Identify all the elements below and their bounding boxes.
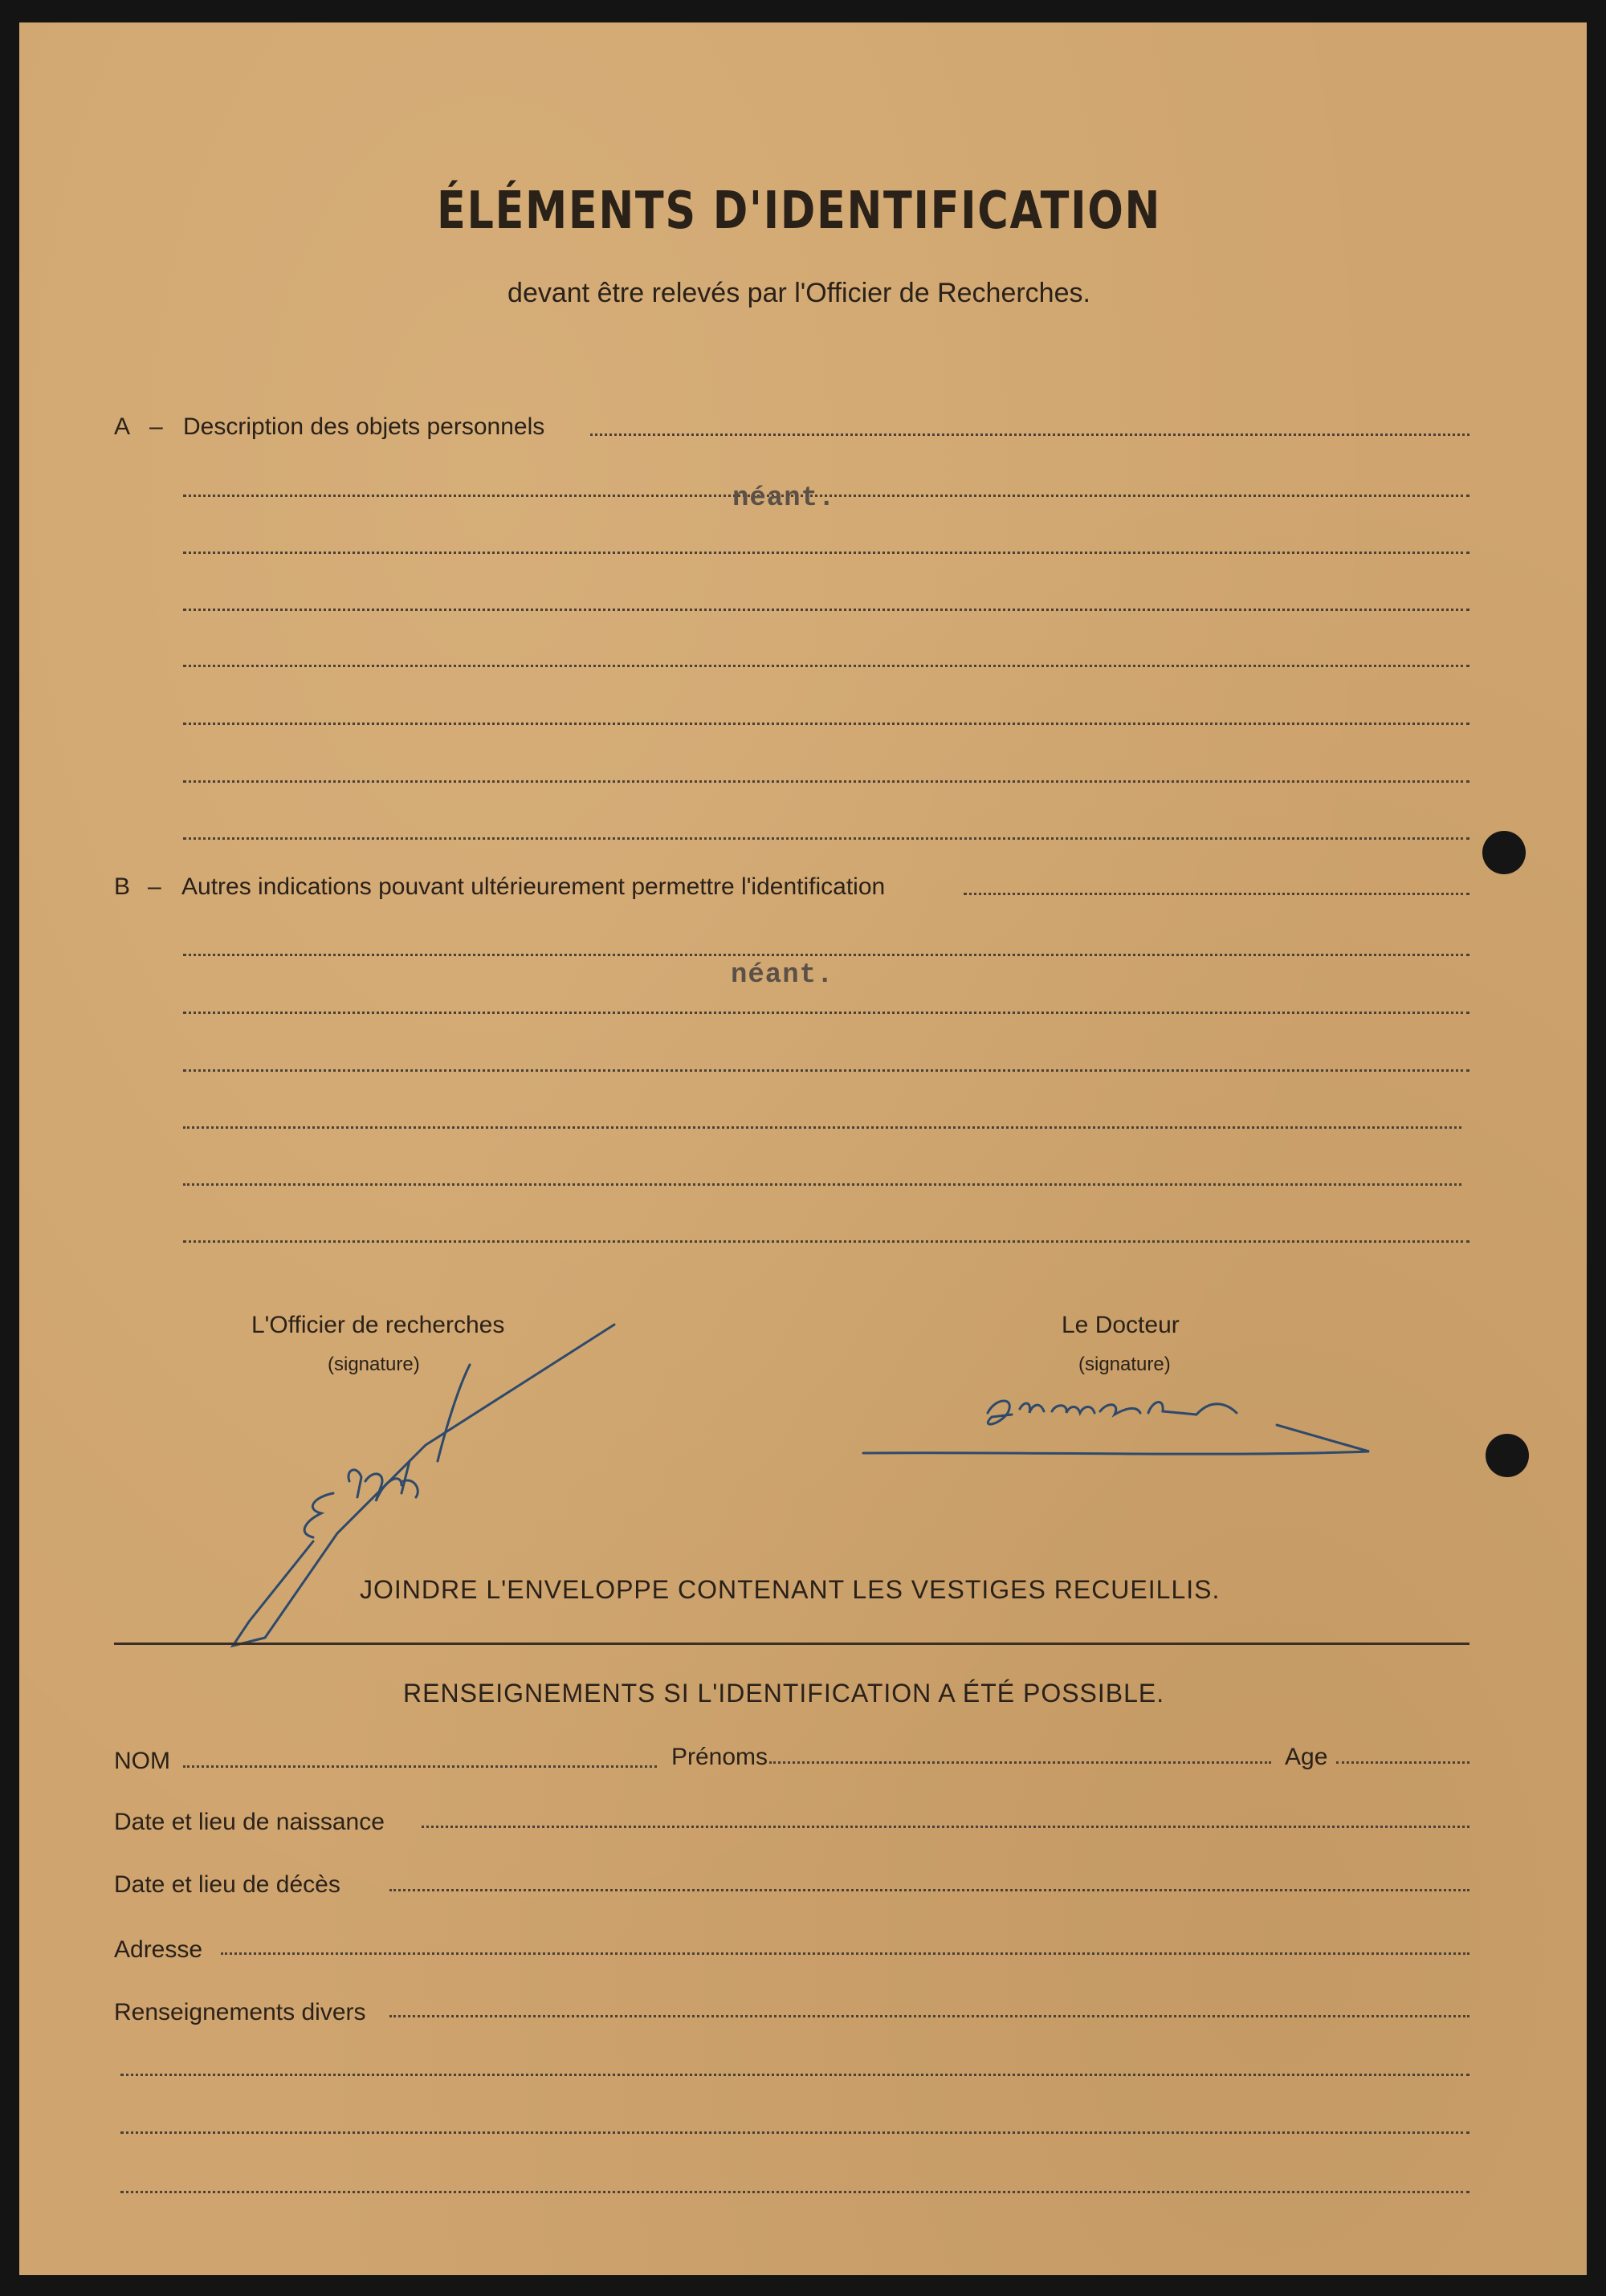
prenoms-label: Prénoms <box>671 1744 768 1770</box>
punch-hole-lower <box>1486 1434 1529 1477</box>
section-a-line-5 <box>183 665 1469 667</box>
nom-label: NOM <box>114 1748 170 1774</box>
section-b-line-5 <box>183 1126 1461 1129</box>
section-a-line-8 <box>183 837 1469 840</box>
section-b-line-4 <box>183 1069 1469 1072</box>
adresse-line <box>221 1952 1469 1955</box>
doctor-signature-title: Le Docteur <box>1062 1312 1180 1338</box>
section-b-line-3 <box>183 1012 1469 1014</box>
section-a-line-1 <box>590 434 1469 436</box>
divers-line-3 <box>120 2131 1469 2134</box>
divers-line-1 <box>389 2015 1469 2017</box>
naissance-label: Date et lieu de naissance <box>114 1809 385 1835</box>
deces-label: Date et lieu de décès <box>114 1871 340 1898</box>
punch-hole-upper <box>1482 831 1526 874</box>
nom-line <box>183 1765 657 1768</box>
doctor-signature-sub: (signature) <box>1078 1354 1171 1375</box>
deces-line <box>389 1889 1469 1891</box>
divers-label: Renseignements divers <box>114 1999 366 2025</box>
naissance-line <box>422 1826 1469 1828</box>
section-a-dash: – <box>149 413 163 440</box>
document-page <box>19 22 1587 2275</box>
section-b-line-7 <box>183 1240 1469 1243</box>
officer-signature-sub: (signature) <box>328 1354 420 1375</box>
section-a-label: Description des objets personnels <box>183 413 545 440</box>
section-b-line-1 <box>964 893 1469 895</box>
section-a-line-7 <box>183 780 1469 783</box>
section-a-line-3 <box>183 552 1469 554</box>
section-b-dash: – <box>148 873 161 900</box>
section-a-letter: A <box>114 413 131 440</box>
section-a-line-6 <box>183 723 1469 725</box>
section-divider <box>114 1643 1469 1645</box>
age-line <box>1336 1761 1469 1764</box>
divers-line-2 <box>120 2074 1469 2076</box>
envelope-note: JOINDRE L'ENVELOPPE CONTENANT LES VESTIGES RECUEILLIS. <box>360 1575 1221 1604</box>
section-b-line-6 <box>183 1183 1461 1186</box>
divers-line-4 <box>120 2191 1469 2193</box>
adresse-label: Adresse <box>114 1936 203 1963</box>
section-a-typed-value: néant. <box>732 483 836 514</box>
identification-heading: RENSEIGNEMENTS SI L'IDENTIFICATION A ÉTÉ POSSIBLE. <box>403 1679 1165 1708</box>
section-b-line-2 <box>183 954 1469 956</box>
section-b-label: Autres indications pouvant ultérieurement permettre l'identification <box>181 873 886 900</box>
section-b-typed-value: néant. <box>731 960 834 991</box>
document-title: ÉLÉMENTS D'IDENTIFICATION <box>436 181 1162 241</box>
officer-signature-title: L'Officier de recherches <box>251 1312 505 1338</box>
prenoms-line <box>769 1761 1271 1764</box>
section-b-letter: B <box>114 873 131 900</box>
document-subtitle: devant être relevés par l'Officier de Recherches. <box>507 278 1090 308</box>
section-a-line-4 <box>183 609 1469 611</box>
doctor-handwritten-signature <box>859 1381 1381 1469</box>
age-label: Age <box>1285 1744 1328 1770</box>
